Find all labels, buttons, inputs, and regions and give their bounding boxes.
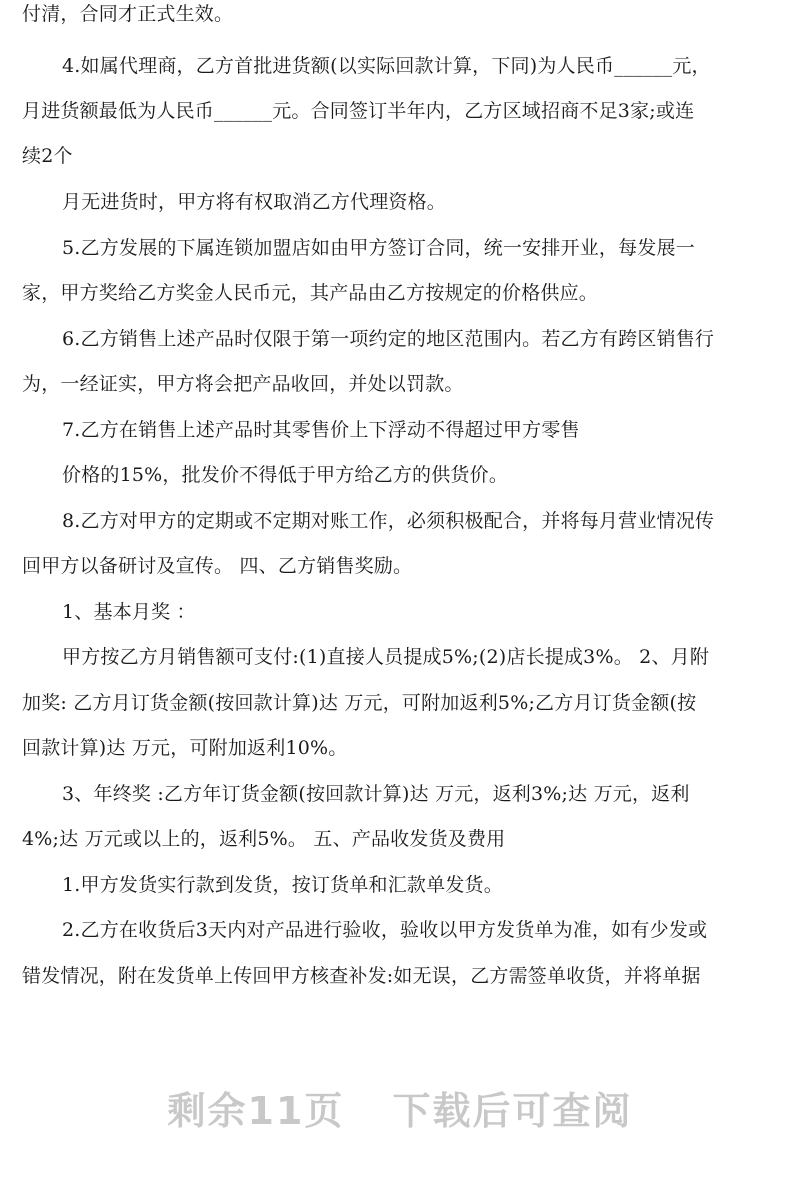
text-line-8: 6.乙方销售上述产品时仅限于第一项约定的地区范围内。若乙方有跨区销售行 <box>62 328 715 350</box>
text-line-7: 家，甲方奖给乙方奖金人民币元，其产品由乙方按规定的价格供应。 <box>22 282 599 304</box>
text-line-15: 甲方按乙方月销售额可支付:(1)直接人员提成5%;(2)店长提成3%。 2、月附 <box>62 646 710 668</box>
text-line-11: 价格的15%，批发价不得低于甲方给乙方的供货价。 <box>62 464 509 486</box>
text-line-3: 月进货额最低为人民币______元。合同签订半年内，乙方区域招商不足3家;或连 <box>22 100 695 122</box>
text-line-18: 3、年终奖 :乙方年订货金额(按回款计算)达 万元，返利3%;达 万元，返利 <box>62 783 690 805</box>
text-line-13: 回甲方以备研讨及宣传。 四、乙方销售奖励。 <box>22 555 413 577</box>
text-line-17: 回款计算)达 万元，可附加返利10%。 <box>22 737 348 759</box>
text-line-22: 错发情况，附在发货单上传回甲方核查补发:如无误，乙方需签单收货，并将单据 <box>22 965 701 987</box>
text-line-16: 加奖: 乙方月订货金额(按回款计算)达 万元，可附加返利5%;乙方月订货金额(按 <box>22 692 697 714</box>
download-to-view-text: 下载后可查阅 <box>392 1089 633 1133</box>
text-line-21: 2.乙方在收货后3天内对产品进行验收，验收以甲方发货单为准，如有少发或 <box>62 919 708 941</box>
text-line-6: 5.乙方发展的下属连锁加盟店如由甲方签订合同，统一安排开业，每发展一 <box>62 237 695 259</box>
text-line-10: 7.乙方在销售上述产品时其零售价上下浮动不得超过甲方零售 <box>62 419 580 441</box>
text-line-1: 付清，合同才正式生效。 <box>22 3 234 25</box>
text-line-12: 8.乙方对甲方的定期或不定期对账工作，必须积极配合，并将每月营业情况传 <box>62 510 715 532</box>
text-line-4: 续2个 <box>22 145 73 167</box>
text-line-2: 4.如属代理商，乙方首批进货额(以实际回款计算，下同)为人民币______元， <box>62 55 711 77</box>
text-line-14: 1、基本月奖 ： <box>62 601 196 623</box>
text-line-5: 月无进货时，甲方将有权取消乙方代理资格。 <box>62 191 447 213</box>
text-line-9: 为，一经证实，甲方将会把产品收回，并处以罚款。 <box>22 373 464 395</box>
download-prompt-banner[interactable] <box>0 1080 800 1135</box>
text-line-20: 1.甲方发货实行款到发货，按订货单和汇款单发货。 <box>62 874 503 896</box>
text-line-19: 4%;达 万元或以上的，返利5%。 五、产品收发货及费用 <box>22 828 506 850</box>
remaining-pages-text: 剩余11页 <box>167 1089 345 1133</box>
